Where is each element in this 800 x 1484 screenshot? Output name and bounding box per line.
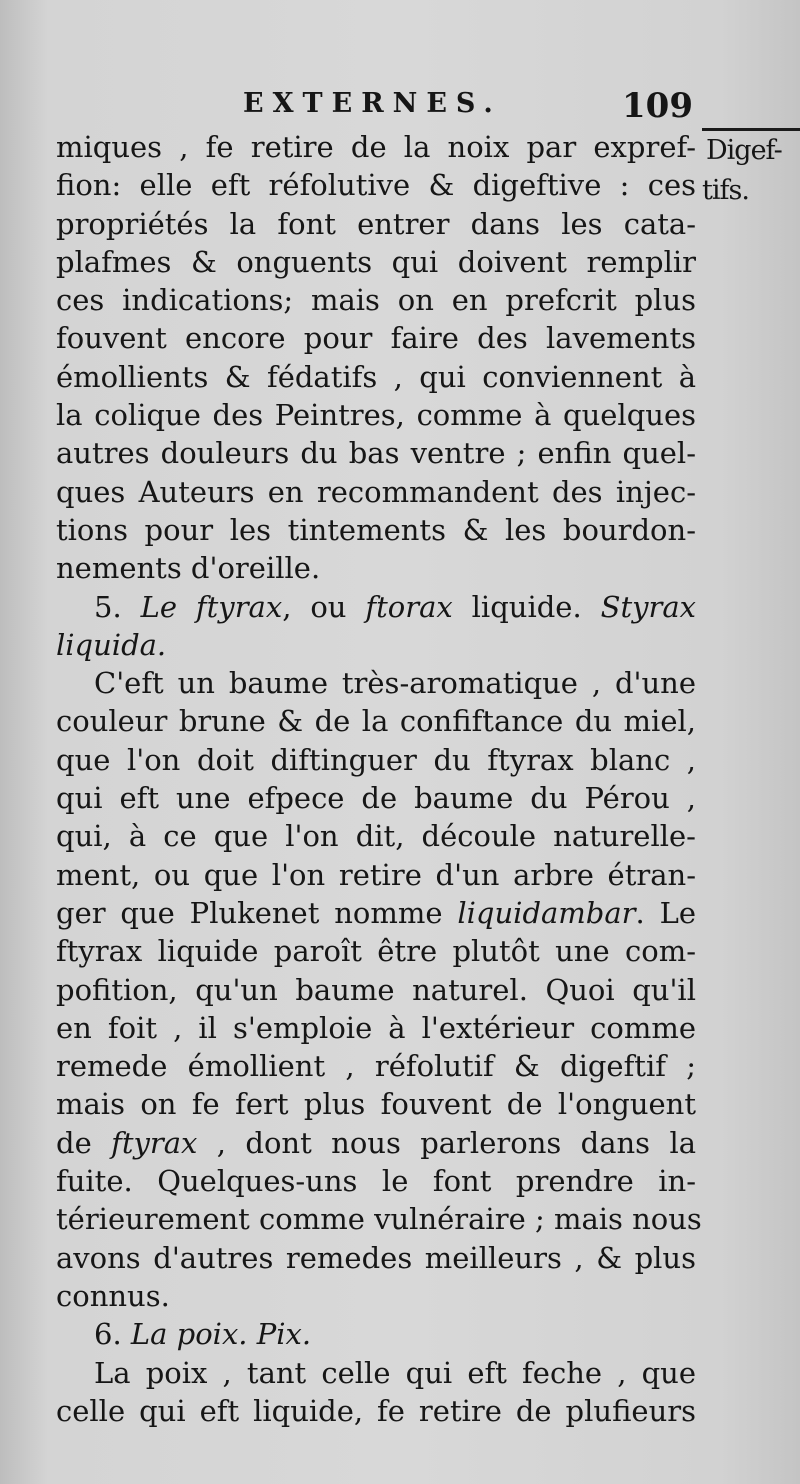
- text-line: qui, à ce que l'on dit, découle naturelle-: [56, 819, 696, 854]
- text-line: connus.: [56, 1278, 170, 1313]
- margin-note-line: tifs.: [702, 175, 749, 206]
- margin-note: [702, 128, 800, 211]
- section-heading-6: [56, 1315, 696, 1353]
- text-line: remede émollient , réfolutif & digeftif ;: [56, 1049, 696, 1084]
- text-line: propriétés la font entrer dans les cata-: [56, 206, 696, 241]
- text-line: nements d'oreille.: [56, 551, 321, 586]
- text-line: miques , fe retire de la noix par expref-: [56, 130, 696, 164]
- text-line: [56, 1124, 696, 1162]
- page-number: 109: [622, 86, 693, 126]
- section-heading-5: [56, 588, 696, 626]
- text-line: avons d'autres remedes meilleurs , & plus: [56, 1240, 696, 1275]
- heading-italic: Le ftyrax: [140, 589, 283, 624]
- text-line: [56, 626, 696, 664]
- text-line: ftyrax liquide paroît être plutôt une com-: [56, 934, 696, 969]
- text-line: en foit , il s'emploie à l'extérieur comme: [56, 1010, 696, 1045]
- text-line: mais on fe fert plus fouvent de l'onguent: [56, 1087, 696, 1122]
- text-span: , dont nous parlerons dans la: [197, 1125, 697, 1160]
- text-line: ment, ou que l'on retire d'un arbre étran-: [56, 857, 696, 892]
- text-line: qui eft une efpece de baume du Pérou ,: [56, 781, 696, 816]
- text-line: que l'on doit diftinguer du ftyrax blanc ,: [56, 742, 696, 777]
- text-line: fion: elle eft réfolutive & digeftive : ces: [56, 168, 696, 203]
- italic-term: liquidambar: [457, 895, 636, 930]
- heading-italic: La poix. Pix.: [130, 1317, 312, 1352]
- text-line: ques Auteurs en recommandent des injec-: [56, 474, 696, 509]
- margin-note-line: Digef-: [706, 135, 782, 166]
- text-line: autres douleurs du bas ventre ; enfin quel-: [56, 436, 696, 471]
- text-line: émollients & fédatifs , qui conviennent à: [56, 359, 696, 394]
- heading-text: , ou: [282, 589, 366, 624]
- text-line: celle qui eft liquide, fe retire de plufieurs: [56, 1393, 696, 1428]
- body-text: [56, 128, 702, 1430]
- text-line: térieurement comme vulnéraire ; mais nous: [56, 1202, 702, 1237]
- heading-italic: ftorax: [365, 589, 453, 624]
- text-line: fuite. Quelques-uns le font prendre in-: [56, 1164, 696, 1199]
- text-line: pofition, qu'un baume naturel. Quoi qu'il: [56, 972, 696, 1007]
- text-line: la colique des Peintres, comme à quelques: [56, 398, 696, 433]
- italic-term: ftyrax: [111, 1125, 198, 1160]
- text-line: couleur brune & de la confiftance du miel,: [56, 704, 696, 739]
- section-number: 6.: [94, 1317, 122, 1352]
- text-line: La poix , tant celle qui eft feche , que: [94, 1355, 696, 1390]
- text-span: . Le: [635, 895, 697, 930]
- text-span: de: [56, 1125, 112, 1160]
- text-line: C'eft un baume très-aromatique , d'une: [94, 666, 696, 701]
- text-line: fouvent encore pour faire des lavements: [56, 321, 696, 356]
- text-line: ces indications; mais on en prefcrit plus: [56, 283, 696, 318]
- running-head: EXTERNES.: [243, 88, 502, 119]
- text-line: [56, 894, 696, 932]
- text-line: plafmes & onguents qui doivent remplir: [56, 244, 696, 279]
- heading-latin: Styrax: [600, 589, 697, 624]
- text-span: ger que Plukenet nomme: [56, 895, 458, 930]
- section-number: 5.: [94, 589, 122, 624]
- page-header: [0, 88, 800, 128]
- heading-latin: liquida.: [56, 627, 167, 662]
- heading-text: liquide.: [452, 589, 601, 624]
- text-line: tions pour les tintements & les bourdon-: [56, 512, 696, 547]
